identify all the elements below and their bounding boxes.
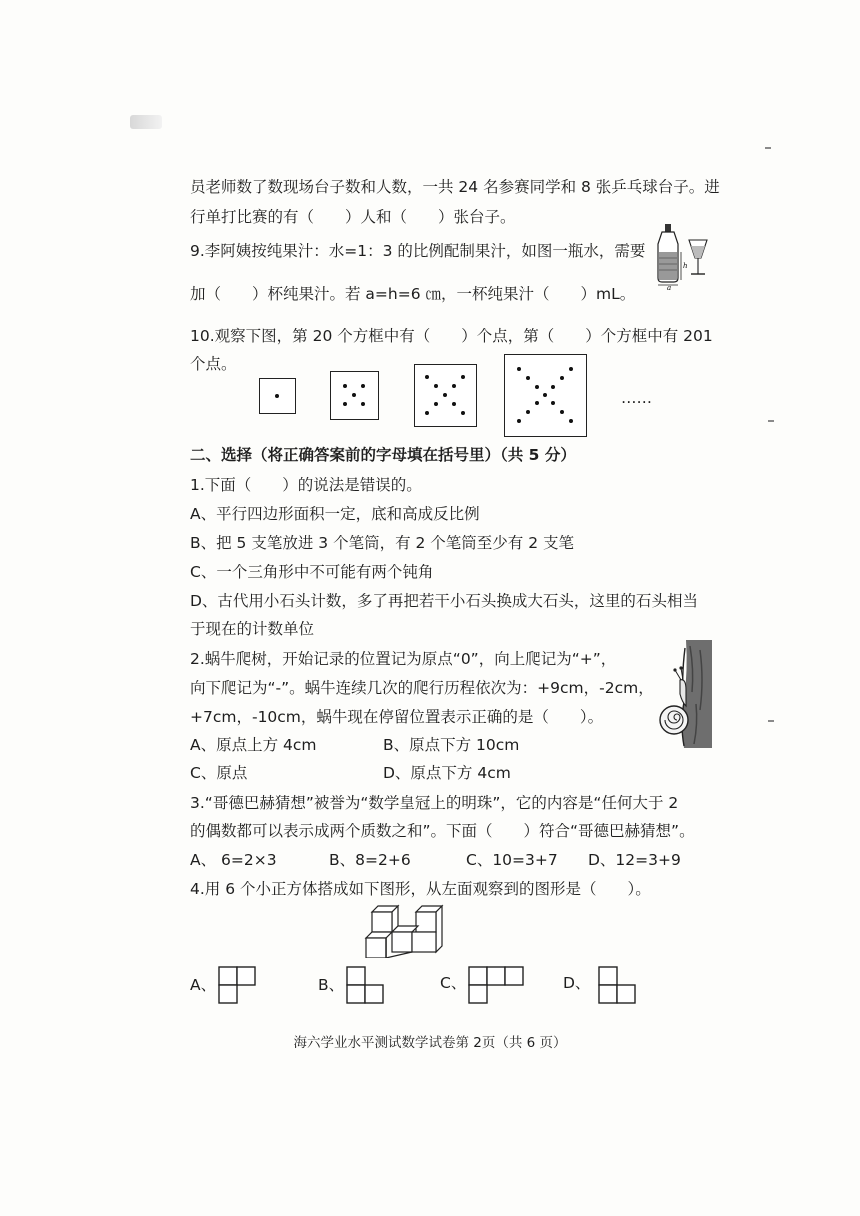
scan-mark: [765, 147, 771, 149]
dot: [275, 394, 279, 398]
mc2-line2: 向下爬记为“-”。蜗牛连续几次的爬行历程依次为：+9cm，-2cm，: [190, 679, 654, 697]
mc1-option-a: A、平行四边形面积一定，底和高成反比例: [190, 505, 480, 523]
mc4-option-d-figure: [598, 966, 638, 1008]
q8-line1: 员老师数了数现场台子数和人数，一共 24 名参赛同学和 8 张乒乓球台子。进: [190, 178, 720, 196]
section-title: 二、选择（将正确答案前的字母填在括号里）（共 5 分）: [190, 446, 576, 464]
dot: [352, 393, 356, 397]
label-a: a: [667, 284, 672, 290]
dot: [452, 384, 456, 388]
mc4-option-a-label: A、: [190, 976, 217, 994]
mc2-option-b: B、原点下方 10cm: [383, 736, 520, 754]
mc2-line1: 2.蜗牛爬树，开始记录的位置记为原点“0”，向上爬记为“+”，: [190, 650, 617, 668]
mc1-option-b: B、把 5 支笔放进 3 个笔筒，有 2 个笔筒至少有 2 支笔: [190, 534, 574, 552]
dot-box-4: [504, 354, 587, 437]
scan-smudge: [130, 115, 162, 129]
mc2-option-c: C、原点: [190, 764, 248, 782]
dot: [425, 375, 429, 379]
mc4-option-b-figure: [346, 966, 386, 1008]
dot: [535, 385, 539, 389]
dot: [551, 385, 555, 389]
snail-on-tree-image: [650, 640, 714, 748]
cube-stack-figure: [360, 896, 450, 958]
dot: [425, 411, 429, 415]
mc1-option-d-line1: D、古代用小石头计数，多了再把若干小石头换成大石头，这里的石头相当: [190, 592, 698, 610]
mc3-line1: 3.“哥德巴赫猜想”被誉为“数学皇冠上的明珠”，它的内容是“任何大于 2: [190, 794, 679, 812]
dot: [517, 419, 521, 423]
q10-line1: 10.观察下图，第 20 个方框中有（ ）个点，第（ ）个方框中有 201: [190, 327, 713, 345]
dot: [543, 393, 547, 397]
dot: [517, 367, 521, 371]
dot: [343, 402, 347, 406]
q9-line1: 9.李阿姨按纯果汁：水=1：3 的比例配制果汁，如图一瓶水，需要: [190, 242, 646, 260]
mc4-option-b-label: B、: [318, 976, 345, 994]
scan-mark: [768, 420, 774, 422]
q9-line2: 加（ ）杯纯果汁。若 a=h=6 ㎝，一杯纯果汁（ ）mL。: [190, 285, 636, 303]
dot: [361, 384, 365, 388]
q8-line2: 行单打比赛的有（ ）人和（ ）张台子。: [190, 208, 516, 226]
label-h: h: [683, 262, 688, 270]
dot-box-1: [259, 378, 296, 414]
dot: [526, 410, 530, 414]
mc4-option-d-label: D、: [563, 974, 591, 992]
dot: [526, 376, 530, 380]
dot-box-2: [330, 371, 379, 420]
dot: [443, 393, 447, 397]
dot: [560, 410, 564, 414]
dot: [434, 402, 438, 406]
dot-box-3: [414, 364, 477, 427]
q10-ellipsis: ……: [621, 389, 652, 407]
mc1-option-d-line2: 于现在的计数单位: [190, 620, 315, 638]
dot: [461, 411, 465, 415]
dot: [361, 402, 365, 406]
mc2-option-a: A、原点上方 4cm: [190, 736, 317, 754]
dot: [569, 367, 573, 371]
mc2-line3: +7cm，-10cm，蜗牛现在停留位置表示正确的是（ ）。: [190, 708, 604, 726]
page-footer: 海六学业水平测试数学试卷第 2页（共 6 页）: [293, 1035, 567, 1051]
mc1-option-c: C、一个三角形中不可能有两个钝角: [190, 563, 434, 581]
bottle-and-glass-image: [655, 222, 715, 290]
dot: [551, 401, 555, 405]
mc2-option-d: D、原点下方 4cm: [383, 764, 511, 782]
mc4-stem: 4.用 6 个小正方体搭成如下图形，从左面观察到的图形是（ ）。: [190, 880, 651, 898]
mc3-line2: 的偶数都可以表示成两个质数之和”。下面（ ）符合“哥德巴赫猜想”。: [190, 822, 695, 840]
dot: [452, 402, 456, 406]
scan-mark: [768, 720, 774, 722]
mc3-option-c: C、10=3+7: [466, 851, 558, 869]
dot: [434, 384, 438, 388]
mc4-option-c-figure: [468, 966, 526, 1006]
q10-line2: 个点。: [190, 355, 237, 373]
dot: [343, 384, 347, 388]
mc3-option-d: D、12=3+9: [588, 851, 681, 869]
mc3-option-a: A、 6=2×3: [190, 851, 277, 869]
dot: [535, 401, 539, 405]
dot: [560, 376, 564, 380]
dot: [461, 375, 465, 379]
mc1-stem: 1.下面（ ）的说法是错误的。: [190, 476, 422, 494]
mc4-option-a-figure: [218, 966, 258, 1006]
mc3-option-b: B、8=2+6: [329, 851, 411, 869]
dot: [569, 419, 573, 423]
mc4-option-c-label: C、: [440, 974, 467, 992]
